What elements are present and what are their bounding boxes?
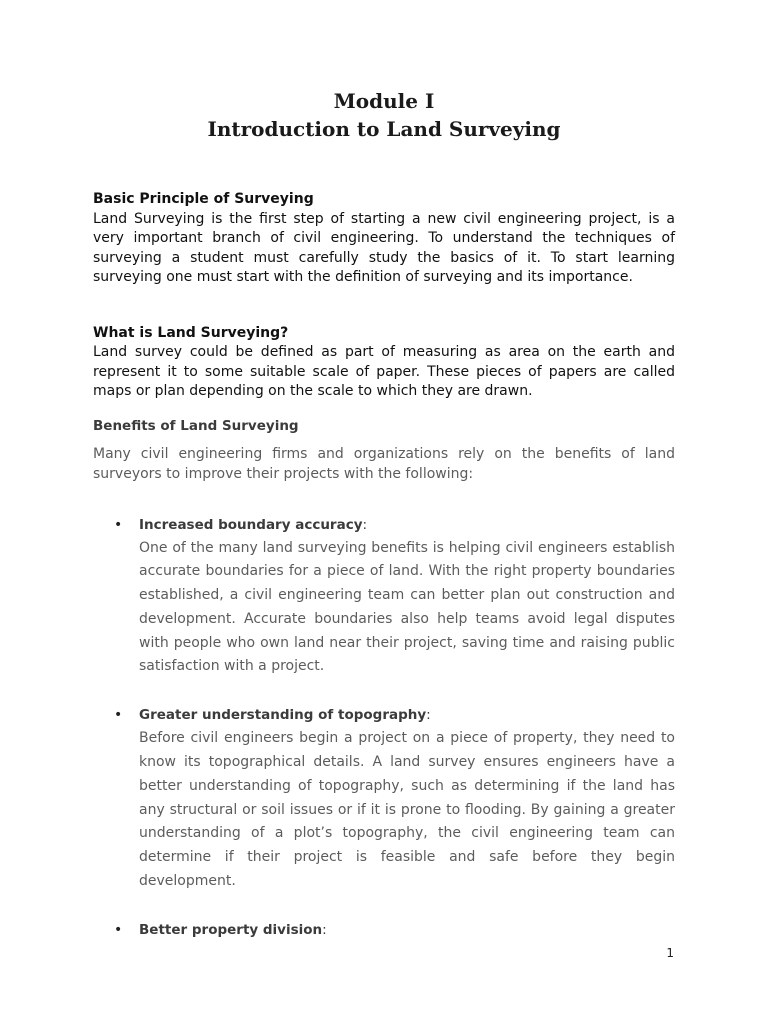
document-body [93,190,675,966]
what-is-paragraph: Land survey could be defined as part of measuring as area on the earth and represent it to some suitable scale of paper. These pieces of papers are called maps or plan depending on the scale to which they are drawn. [93,344,675,399]
basic-principle-heading: Basic Principle of Surveying [93,191,314,207]
list-item: • Greater understanding of topography: Before civil engineers begin a project on a piece of property, they need to know its topographical details. A land survey ensures engineers have a better understanding of topography, such as determining if the land has any structural or soil issues or if it is prone to flooding. By gaining a greater understanding of a plot’s topography, the civil engineering team can determine if their project is feasible and safe before they begin development. [93,705,675,894]
title-module: Module I [333,89,435,113]
basic-principle-paragraph: Land Surveying is the first step of starting a new civil engineering project, is a very important branch of civil engineering. To understand the techniques of surveying a student must carefully study the basics of it. To start learning surveying one must start with the definition of surveying and its importance. [93,210,675,285]
list-item: • Increased boundary accuracy: One of the many land surveying benefits is helping civil engineers establish accurate boundaries for a piece of land. With the right property boundaries established, a civil engineering team can better plan out construction and development. Accurate boundaries also help teams avoid legal disputes with people who own land near their project, saving time and raising public satisfaction with a project. [93,515,675,680]
benefits-intro: Many civil engineering firms and organizations rely on the benefits of land surveyors to improve their projects with the following: [93,445,675,482]
document-title [0,88,768,144]
benefits-list [93,515,675,940]
what-is-heading: What is Land Surveying? [93,324,289,341]
bullet-icon: • [114,707,123,724]
benefit-title: Better property division [139,921,323,938]
benefits-heading: Benefits of Land Surveying [93,417,299,434]
page-number: 1 [666,946,674,960]
list-item: • Better property division: [114,921,327,938]
bullet-icon: • [114,516,123,533]
benefit-body: Before civil engineers begin a project on a piece of property, they need to know its topographical details. A land survey ensures engineers have a better understanding of topography, such as determining if the land has any structural or soil issues or if it is prone to flooding. By gaining a greater understanding of a plot’s topography, the civil engineering team can determine if their project is feasible and safe before they begin development. [139,730,675,890]
benefit-title: Increased boundary accuracy [139,516,363,533]
benefit-body: One of the many land surveying benefits is helping civil engineers establish accurate boundaries for a piece of land. With the right property boundaries established, a civil engineering team can better plan out construction and development. Accurate boundaries also help teams avoid legal disputes with people who own land near their project, saving time and raising public satisfaction with a project. [139,539,675,675]
benefit-title: Greater understanding of topography [139,707,427,724]
bullet-icon: • [114,921,123,938]
title-topic: Introduction to Land Surveying [207,117,561,141]
